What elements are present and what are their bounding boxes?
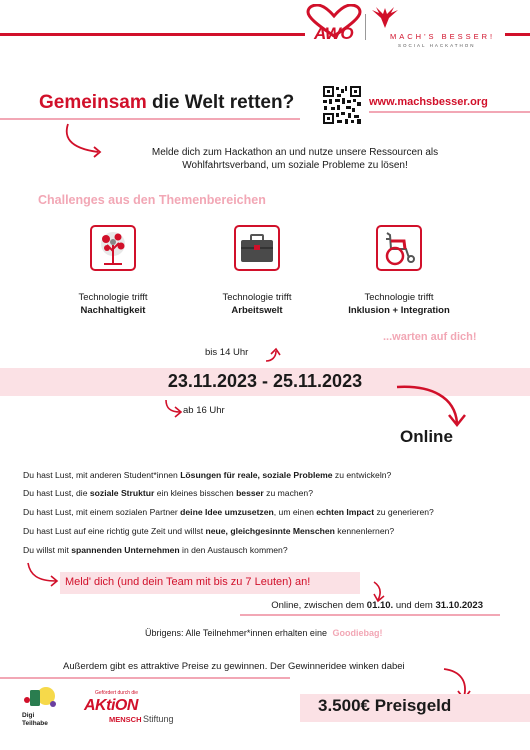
digi-teilhabe-icon: [21, 686, 61, 710]
awo-logo: [306, 4, 362, 46]
qr-code: [322, 85, 362, 125]
waiting-text: ...warten auf dich!: [383, 331, 477, 343]
challenge-3-topic: Inklusion + Integration: [348, 305, 450, 316]
question-1: Du hast Lust, mit anderen Student*innen Lösungen für reale, soziale Probleme zu entwickeln?: [23, 470, 392, 480]
header-red-line-right: [505, 33, 530, 36]
digi-line-2: Teilhabe: [22, 720, 48, 727]
briefcase-icon: [236, 227, 278, 269]
hackathon-logo: [368, 6, 504, 50]
headline-highlight: Gemeinsam: [39, 92, 147, 113]
question-4: Du hast Lust auf eine richtig gute Zeit und willst neue, gleichgesinnte Menschen kennenlernen?: [23, 526, 395, 536]
challenge-1-topic: Nachhaltigkeit: [80, 305, 146, 316]
headline: [39, 92, 294, 114]
arrow-online: [395, 383, 475, 433]
aktion-mensch-logo: [83, 690, 203, 730]
challenge-1-prefix: Technologie trifft: [78, 292, 148, 303]
hackathon-logo-title: MACH'S BESSER!: [390, 32, 496, 41]
prize-intro: Außerdem gibt es attraktive Preise zu gewinnen. Der Gewinneridee winken dabei: [63, 661, 405, 672]
aktion-name: AKtiON: [84, 697, 138, 714]
period-underline: [240, 614, 500, 616]
prize-underline: [0, 677, 290, 679]
wheelchair-icon: [378, 227, 420, 269]
goodiebag-note: Übrigens: Alle Teilnehmer*innen erhalten eine Goodiebag!: [145, 628, 383, 638]
challenge-2-topic: Arbeitswelt: [231, 305, 283, 316]
arrow-signup: [24, 561, 64, 587]
headline-rest: die Welt retten?: [152, 92, 295, 113]
challenges-heading: Challenges aus den Themenbereichen: [38, 193, 266, 207]
intro-text: [110, 146, 480, 172]
aktion-stiftung: Stiftung: [143, 714, 174, 724]
website-underline: [369, 111, 530, 113]
end-time: bis 14 Uhr: [205, 347, 249, 358]
question-2: Du hast Lust, die soziale Struktur ein kleines bisschen besser zu machen?: [23, 488, 313, 498]
challenge-icon-box-3: [376, 225, 422, 271]
awo-logo-text: AWO: [314, 24, 354, 43]
challenge-1: [53, 291, 173, 317]
aktion-supported: Gefördert durch die: [95, 690, 139, 696]
challenge-icon-box-1: [90, 225, 136, 271]
signup-period: Online, zwischen dem 01.10. und dem 31.10.2023: [271, 600, 483, 611]
signup-cta: Meld' dich (und dein Team mit bis zu 7 Leuten) an!: [65, 576, 311, 588]
challenge-2: [197, 291, 317, 317]
website-link[interactable]: www.machsbesser.org: [369, 96, 488, 108]
hackathon-logo-subtitle: SOCIAL HACKATHON: [398, 43, 476, 48]
curved-arrow-intro: [58, 122, 118, 162]
intro-line-2: Wohlfahrtsverband, um soziale Probleme zu lösen!: [182, 160, 408, 171]
headline-underline: [0, 118, 300, 120]
prize-amount: [318, 696, 451, 716]
tree-icon: [92, 227, 134, 269]
question-5: Du willst mit spannenden Unternehmen in den Austausch kommen?: [23, 545, 288, 555]
header-red-line: [0, 33, 305, 36]
question-3: Du hast Lust, mit einem sozialen Partner deine Idee umzusetzen, um einen echten Impact zu generieren?: [23, 507, 434, 517]
aktion-mensch: MENSCH: [109, 715, 142, 724]
phoenix-icon: [370, 6, 400, 30]
prize-amount-text: 3.500€ Preisgeld: [318, 696, 452, 715]
challenge-3: [329, 291, 469, 317]
intro-line-1: Melde dich zum Hackathon an und nutze unsere Ressourcen als: [151, 147, 439, 158]
digi-teilhabe-logo: [18, 686, 68, 736]
question-list: [23, 470, 523, 563]
logo-divider: [365, 14, 366, 40]
date-range: 23.11.2023 - 25.11.2023: [167, 371, 363, 391]
challenge-3-prefix: Technologie trifft: [364, 292, 434, 303]
arrow-end-time: [262, 347, 288, 365]
start-time: ab 16 Uhr: [183, 405, 225, 416]
online-label: Online: [400, 427, 453, 446]
challenge-2-prefix: Technologie trifft: [222, 292, 292, 303]
digi-line-1: Digi: [22, 712, 35, 719]
challenge-icon-box-2: [234, 225, 280, 271]
